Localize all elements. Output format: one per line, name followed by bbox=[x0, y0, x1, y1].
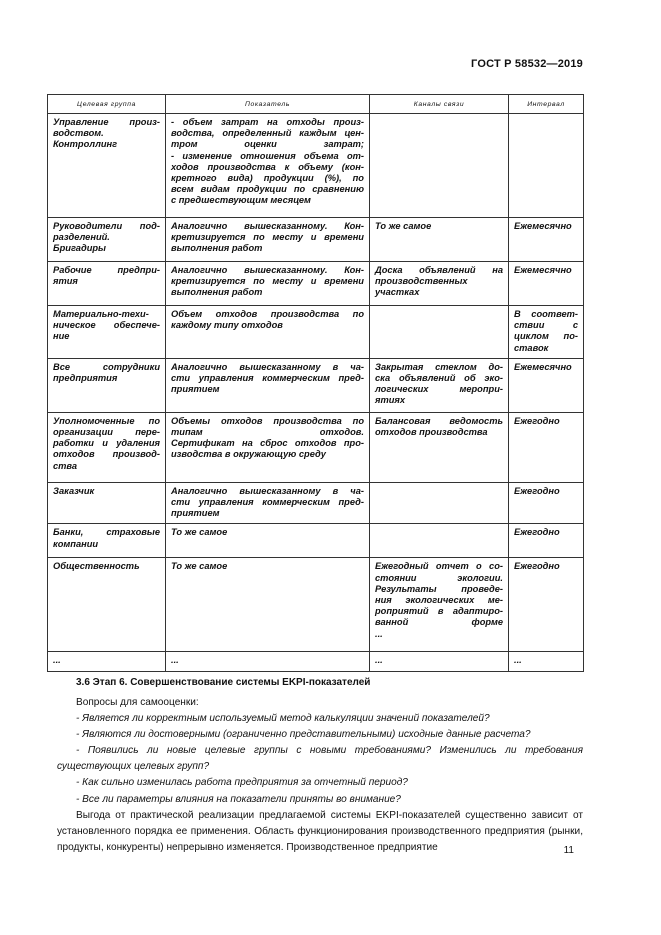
cell-line: ния экологических ме- bbox=[375, 595, 503, 606]
cell-target-group bbox=[48, 524, 166, 558]
cell-line: Бригадиры bbox=[53, 243, 106, 254]
document-code: ГОСТ Р 58532—2019 bbox=[471, 58, 583, 70]
cell-interval bbox=[509, 558, 584, 652]
section-body bbox=[57, 695, 583, 856]
cell-target-group bbox=[48, 218, 166, 262]
cell-line: ... bbox=[171, 655, 179, 666]
cell-target-group bbox=[48, 306, 166, 359]
cell-channel bbox=[370, 262, 509, 306]
cell-indicator bbox=[166, 114, 370, 218]
cell-line: выполнения работ bbox=[171, 287, 263, 298]
cell-indicator bbox=[166, 306, 370, 359]
cell-line: Управление произ- bbox=[53, 117, 160, 127]
cell-channel bbox=[370, 218, 509, 262]
cell-line: Объем отходов производства по bbox=[171, 309, 364, 319]
cell-target-group bbox=[48, 482, 166, 524]
table-row bbox=[48, 358, 584, 412]
cell-indicator bbox=[166, 262, 370, 306]
cell-line: ... bbox=[375, 655, 383, 666]
cell-target-group bbox=[48, 652, 166, 672]
cell-target-group bbox=[48, 558, 166, 652]
question-item: - Является ли корректным используемый метод калькуляции значений показателей? bbox=[76, 713, 490, 725]
cell-line: ствии с bbox=[514, 320, 578, 331]
cell-line: Ежегодный отчет о со- bbox=[375, 561, 503, 572]
cell-line: кретизируется по месту и времени bbox=[171, 276, 364, 287]
cell-line: производственных bbox=[375, 276, 468, 287]
cell-line: Материально-техи- bbox=[53, 309, 149, 319]
cell-line: ... bbox=[53, 655, 61, 666]
cell-indicator bbox=[166, 524, 370, 558]
cell-line: ятиях bbox=[375, 395, 406, 406]
cell-interval bbox=[509, 114, 584, 218]
cell-line: Аналогично вышесказанному в ча- bbox=[171, 361, 364, 372]
cell-line: Заказчик bbox=[53, 485, 95, 496]
cell-line: То же самое bbox=[171, 527, 228, 538]
cell-line: приятием bbox=[171, 384, 220, 395]
cell-interval bbox=[509, 524, 584, 558]
cell-line: Ежемесячно bbox=[514, 361, 572, 372]
cell-line: тром оценки затрат; bbox=[171, 139, 364, 150]
cell-line: ска объявлений об эко- bbox=[375, 373, 503, 384]
cell-channel bbox=[370, 358, 509, 412]
cell-line: Сертификат на сброс отходов про- bbox=[171, 438, 364, 449]
cell-line: Ежегодно bbox=[514, 527, 560, 538]
cell-indicator bbox=[166, 652, 370, 672]
cell-channel bbox=[370, 558, 509, 652]
cell-line: Уполномоченные по bbox=[53, 415, 160, 426]
cell-line: каждому типу отходов bbox=[171, 320, 283, 331]
cell-interval bbox=[509, 218, 584, 262]
cell-channel bbox=[370, 482, 509, 524]
cell-channel bbox=[370, 114, 509, 218]
cell-line: работки и удаления bbox=[53, 438, 160, 449]
cell-interval bbox=[509, 412, 584, 482]
cell-line: циклом по- bbox=[514, 331, 578, 342]
cell-interval bbox=[509, 482, 584, 524]
cell-line: Доска объявлений на bbox=[375, 265, 503, 275]
section-heading: 3.6 Этап 6. Совершенствование системы EKPI-показателей bbox=[76, 677, 371, 688]
cell-line: Рабочие предпри- bbox=[53, 265, 160, 275]
cell-line: участках bbox=[375, 287, 420, 298]
cell-indicator bbox=[166, 558, 370, 652]
cell-line: Банки, страховые bbox=[53, 527, 160, 538]
page-number: 11 bbox=[563, 845, 574, 856]
cell-line: ванной форме bbox=[375, 617, 503, 628]
cell-indicator bbox=[166, 412, 370, 482]
cell-line: выполнения работ bbox=[171, 243, 263, 254]
question-item: - Являются ли достоверными (ограниченно представительными) исходные данные расчета? bbox=[76, 729, 531, 741]
cell-line: Ежегодно bbox=[514, 561, 560, 572]
cell-line: - объем затрат на отходы произ- bbox=[171, 117, 364, 127]
cell-target-group bbox=[48, 358, 166, 412]
cell-line: Объемы отходов производства по bbox=[171, 415, 364, 426]
cell-line: водством. bbox=[53, 128, 104, 139]
cell-line: Закрытая стеклом до- bbox=[375, 361, 503, 372]
cell-line: компании bbox=[53, 538, 99, 549]
question-item: - Все ли параметры влияния на показатели приняты во внимание? bbox=[76, 793, 401, 805]
cell-line: Общественность bbox=[53, 561, 140, 572]
cell-line: Результаты проведе- bbox=[375, 583, 503, 594]
cell-line: ... bbox=[375, 628, 383, 639]
cell-line: В соответ- bbox=[514, 309, 578, 319]
cell-line: предприятия bbox=[53, 373, 118, 384]
cell-channel bbox=[370, 524, 509, 558]
cell-line: типам отходов. bbox=[171, 427, 364, 438]
cell-indicator bbox=[166, 482, 370, 524]
cell-line: Ежегодно bbox=[514, 485, 560, 496]
body-paragraph: Выгода от практической реализации предлагаемой системы EKPI-показателей существенно зависит от установленного порядка ее применения. Область функционирования производственного предприятия (рынки, продукты, конкуренты) непрерывно изменяется. Производственное предприятие bbox=[57, 809, 583, 853]
cell-line: - изменение отношения объема от- bbox=[171, 150, 364, 161]
column-header-interval: Интервал bbox=[509, 95, 584, 114]
cell-line: ставок bbox=[514, 342, 549, 353]
cell-target-group bbox=[48, 114, 166, 218]
cell-interval bbox=[509, 652, 584, 672]
table-row bbox=[48, 524, 584, 558]
cell-line: Аналогично вышесказанному. Кон- bbox=[171, 265, 364, 275]
cell-line: ... bbox=[514, 655, 522, 666]
cell-line: То же самое bbox=[171, 561, 228, 572]
cell-line: Ежемесячно bbox=[514, 221, 572, 231]
cell-target-group bbox=[48, 262, 166, 306]
cell-line: Балансовая ведомость bbox=[375, 415, 503, 426]
cell-line: роприятий в адаптиро- bbox=[375, 606, 503, 617]
cell-line: ходов производства к объему (кон- bbox=[171, 161, 364, 172]
cell-line: Ежемесячно bbox=[514, 265, 572, 275]
table-row bbox=[48, 114, 584, 218]
table-row bbox=[48, 482, 584, 524]
cell-line: ятия bbox=[53, 276, 78, 287]
cell-channel bbox=[370, 652, 509, 672]
cell-indicator bbox=[166, 218, 370, 262]
cell-line: всем видам продукции по сравнению bbox=[171, 184, 364, 195]
cell-line: сти управления коммерческим пред- bbox=[171, 373, 364, 384]
cell-line: логических меропри- bbox=[375, 384, 503, 395]
question-item: - Появились ли новые целевые группы с новыми требованиями? Изменились ли требования существующих целевых групп? bbox=[57, 745, 583, 773]
cell-line: разделений. bbox=[53, 232, 110, 243]
cell-line: Ежегодно bbox=[514, 415, 560, 426]
cell-line: приятием bbox=[171, 508, 220, 519]
cell-line: водства, определенный каждым цен- bbox=[171, 128, 364, 139]
cell-line: кретного вида) продукции (%), по bbox=[171, 173, 364, 184]
cell-line: стоянии экологии. bbox=[375, 572, 503, 583]
cell-line: организации пере- bbox=[53, 427, 160, 438]
cell-interval bbox=[509, 306, 584, 359]
cell-line: сти управления коммерческим пред- bbox=[171, 497, 364, 508]
table-row bbox=[48, 306, 584, 359]
table-row bbox=[48, 218, 584, 262]
table-row bbox=[48, 558, 584, 652]
table-row bbox=[48, 412, 584, 482]
question-item: - Как сильно изменилась работа предприятия за отчетный период? bbox=[76, 777, 408, 789]
column-header-target-group: Целевая группа bbox=[48, 95, 166, 114]
cell-line: Аналогично вышесказанному. Кон- bbox=[171, 221, 364, 231]
column-header-indicator: Показатель bbox=[166, 95, 370, 114]
cell-line: Все сотрудники bbox=[53, 361, 160, 372]
cell-line: Контроллинг bbox=[53, 139, 118, 150]
cell-channel bbox=[370, 306, 509, 359]
table-header-row bbox=[48, 95, 584, 114]
self-assessment-intro: Вопросы для самооценки: bbox=[76, 697, 199, 708]
table-row bbox=[48, 262, 584, 306]
column-header-channels: Каналы связи bbox=[370, 95, 509, 114]
cell-line: Руководители под- bbox=[53, 221, 160, 231]
cell-line: ническое обеспече- bbox=[53, 320, 160, 331]
cell-line: отходов производства bbox=[375, 427, 488, 438]
table-row bbox=[48, 652, 584, 672]
cell-line: ства bbox=[53, 460, 78, 471]
cell-target-group bbox=[48, 412, 166, 482]
ekpi-target-groups-table bbox=[47, 94, 584, 672]
cell-line: Аналогично вышесказанному в ча- bbox=[171, 485, 364, 496]
cell-interval bbox=[509, 358, 584, 412]
cell-line: кретизируется по месту и времени bbox=[171, 232, 364, 243]
cell-interval bbox=[509, 262, 584, 306]
cell-line: отходов производ- bbox=[53, 449, 160, 460]
cell-line: ние bbox=[53, 331, 70, 342]
cell-channel bbox=[370, 412, 509, 482]
cell-indicator bbox=[166, 358, 370, 412]
cell-line: изводства в окружающую среду bbox=[171, 449, 326, 460]
cell-line: с предшествующим месяцем bbox=[171, 195, 311, 206]
cell-line: То же самое bbox=[375, 221, 432, 231]
